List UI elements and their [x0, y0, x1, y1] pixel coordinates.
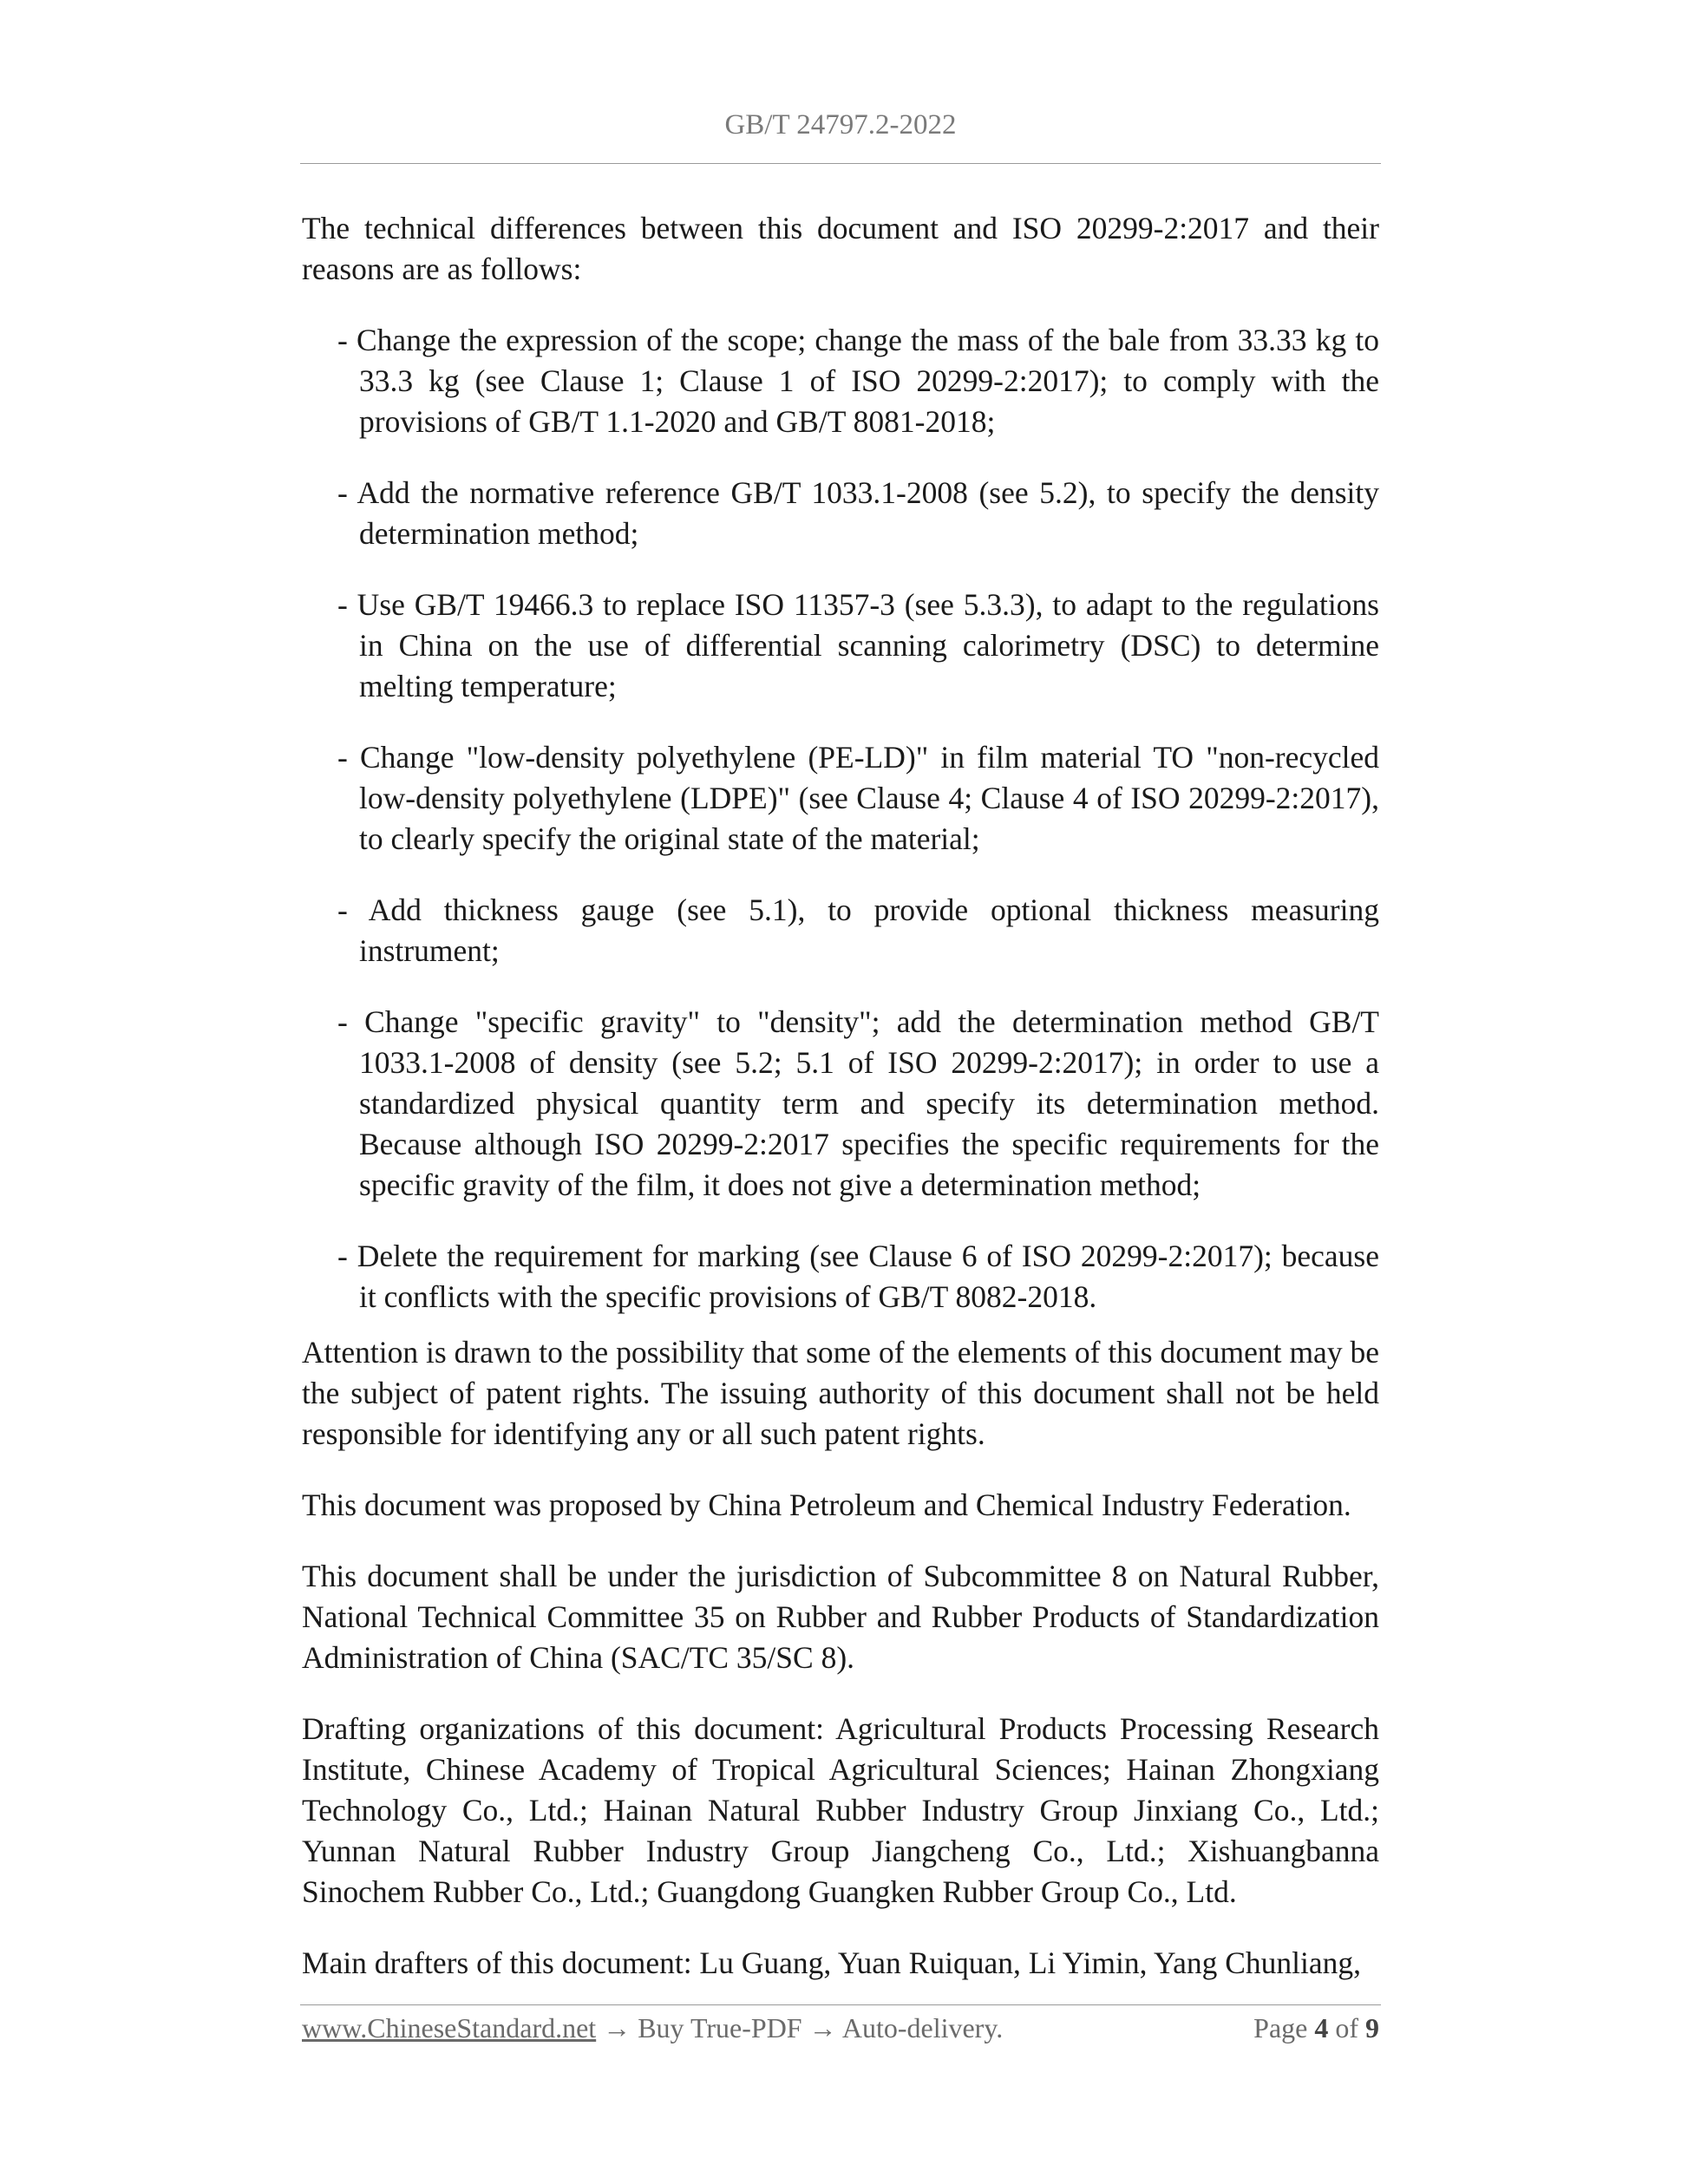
differences-list [302, 320, 1379, 1318]
difference-item: - Use GB/T 19466.3 to replace ISO 11357-3 (see 5.3.3), to adapt to the regulations in China on the use of differential scanning calorimetry (DSC) to determine melting temperature; [337, 587, 1379, 703]
total-pages-number: 9 [1365, 2012, 1379, 2043]
footer-divider [300, 2004, 1381, 2005]
site-link[interactable]: www.ChineseStandard.net [302, 2012, 597, 2043]
page-label: Page [1253, 2012, 1308, 2043]
footer-tagline: → Buy True-PDF → Auto-delivery. [596, 2012, 1004, 2043]
differences-intro: The technical differences between this document and ISO 20299-2:2017 and their reasons are as follows: [302, 211, 1379, 286]
main-drafters: Main drafters of this document: Lu Guang, Yuan Ruiquan, Li Yimin, Yang Chunliang, [302, 1945, 1362, 1980]
footer-promo [302, 2012, 1003, 2044]
difference-item: - Add the normative reference GB/T 1033.1-2008 (see 5.2), to specify the density determination method; [337, 475, 1379, 551]
difference-item: - Add thickness gauge (see 5.1), to provide optional thickness measuring instrument; [337, 893, 1379, 968]
difference-item: - Change "specific gravity" to "density"; add the determination method GB/T 1033.1-2008 of density (see 5.2; 5.1 of ISO 20299-2:2017); in order to use a standardized physical quantity term and specify its determination method. Because although ISO 20299-2:2017 specifies the specific requirements for the specific gravity of the film, it does not give a determination method; [337, 1004, 1379, 1202]
current-page-number: 4 [1314, 2012, 1329, 2043]
difference-item: - Change "low-density polyethylene (PE-LD)" in film material TO "non-recycled low-density polyethylene (LDPE)" (see Clause 4; Clause 4 of ISO 20299-2:2017), to clearly specify the original state of the material; [337, 740, 1379, 856]
document-header: GB/T 24797.2-2022 [724, 109, 957, 141]
header-divider [300, 163, 1381, 164]
proposed-by: This document was proposed by China Petroleum and Chemical Industry Federation. [302, 1488, 1351, 1522]
patent-notice: Attention is drawn to the possibility that some of the elements of this document may be the subject of patent rights. The issuing authority of this document shall not be held responsible for identifying any or all such patent rights. [302, 1335, 1379, 1451]
drafting-organizations: Drafting organizations of this document: Agricultural Products Processing Research Institute, Chinese Academy of Tropical Agricultural Sciences; Hainan Zhongxiang Technology Co., Ltd.; Hainan Natural Rubber Industry Group Jinxiang Co., Ltd.; Yunnan Natural Rubber Industry Group Jiangcheng Co., Ltd.; Xishuangbanna Sinochem Rubber Co., Ltd.; Guangdong Guangken Rubber Group Co., Ltd. [302, 1711, 1379, 1909]
document-body [302, 208, 1379, 2014]
difference-item: - Change the expression of the scope; change the mass of the bale from 33.33 kg to 33.3 kg (see Clause 1; Clause 1 of ISO 20299-2:2017); to comply with the provisions of GB/T 1.1-2020 and GB/T 8081-2018; [337, 323, 1379, 439]
difference-item: - Delete the requirement for marking (see Clause 6 of ISO 20299-2:2017); because it conflicts with the specific provisions of GB/T 8082-2018. [337, 1239, 1379, 1314]
page-of-label: of [1335, 2012, 1358, 2043]
page-indicator [1253, 2012, 1379, 2044]
jurisdiction-statement: This document shall be under the jurisdiction of Subcommittee 8 on Natural Rubber, National Technical Committee 35 on Rubber and Rubber Products of Standardization Administration of China (SAC/TC 35/SC 8). [302, 1559, 1379, 1675]
